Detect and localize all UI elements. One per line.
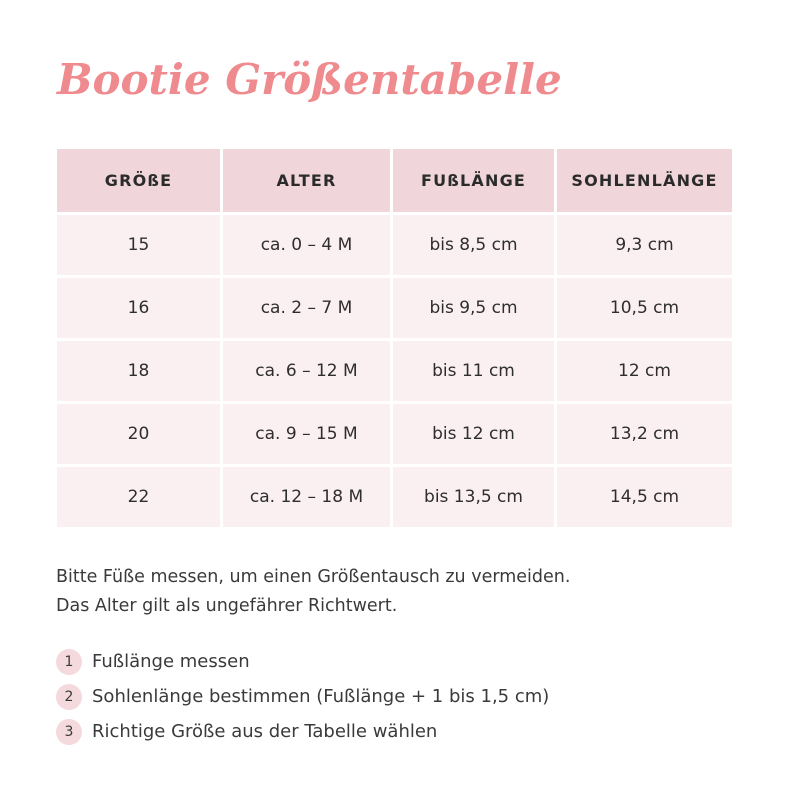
step-number-badge: 1: [56, 649, 82, 675]
table-row: [57, 278, 732, 338]
cell-size: 18: [57, 341, 220, 401]
header-age: ALTER: [223, 149, 390, 212]
cell-age: ca. 6 – 12 M: [223, 341, 390, 401]
header-foot-length: FUßLÄNGE: [393, 149, 554, 212]
header-sole-length: SOHLENLÄNGE: [557, 149, 732, 212]
cell-sole-length: 10,5 cm: [557, 278, 732, 338]
measurement-note: [56, 563, 570, 621]
step-text: Sohlenlänge bestimmen (Fußlänge + 1 bis 1,5 cm): [92, 686, 550, 707]
step-item: [56, 679, 549, 714]
cell-age: ca. 0 – 4 M: [223, 215, 390, 275]
cell-size: 16: [57, 278, 220, 338]
step-number-badge: 3: [56, 719, 82, 745]
cell-sole-length: 12 cm: [557, 341, 732, 401]
step-number-badge: 2: [56, 684, 82, 710]
cell-foot-length: bis 11 cm: [393, 341, 554, 401]
cell-age: ca. 2 – 7 M: [223, 278, 390, 338]
table-row: [57, 215, 732, 275]
cell-sole-length: 9,3 cm: [557, 215, 732, 275]
cell-size: 15: [57, 215, 220, 275]
table-row: [57, 341, 732, 401]
note-line: Bitte Füße messen, um einen Größentausch zu vermeiden.: [56, 567, 571, 587]
steps-list: [56, 644, 549, 749]
cell-age: ca. 12 – 18 M: [223, 467, 390, 527]
cell-foot-length: bis 9,5 cm: [393, 278, 554, 338]
cell-foot-length: bis 13,5 cm: [393, 467, 554, 527]
cell-size: 22: [57, 467, 220, 527]
step-text: Fußlänge messen: [92, 651, 250, 672]
cell-sole-length: 13,2 cm: [557, 404, 732, 464]
step-item: [56, 714, 549, 749]
cell-size: 20: [57, 404, 220, 464]
cell-sole-length: 14,5 cm: [557, 467, 732, 527]
step-text: Richtige Größe aus der Tabelle wählen: [92, 721, 438, 742]
cell-foot-length: bis 12 cm: [393, 404, 554, 464]
note-line: Das Alter gilt als ungefährer Richtwert.: [56, 596, 398, 616]
cell-age: ca. 9 – 15 M: [223, 404, 390, 464]
cell-foot-length: bis 8,5 cm: [393, 215, 554, 275]
table-row: [57, 404, 732, 464]
page-title: Bootie Größentabelle: [57, 55, 562, 104]
step-item: [56, 644, 549, 679]
table-row: [57, 467, 732, 527]
table-header-row: [57, 149, 732, 212]
size-table: [54, 146, 735, 530]
header-size: GRÖßE: [57, 149, 220, 212]
